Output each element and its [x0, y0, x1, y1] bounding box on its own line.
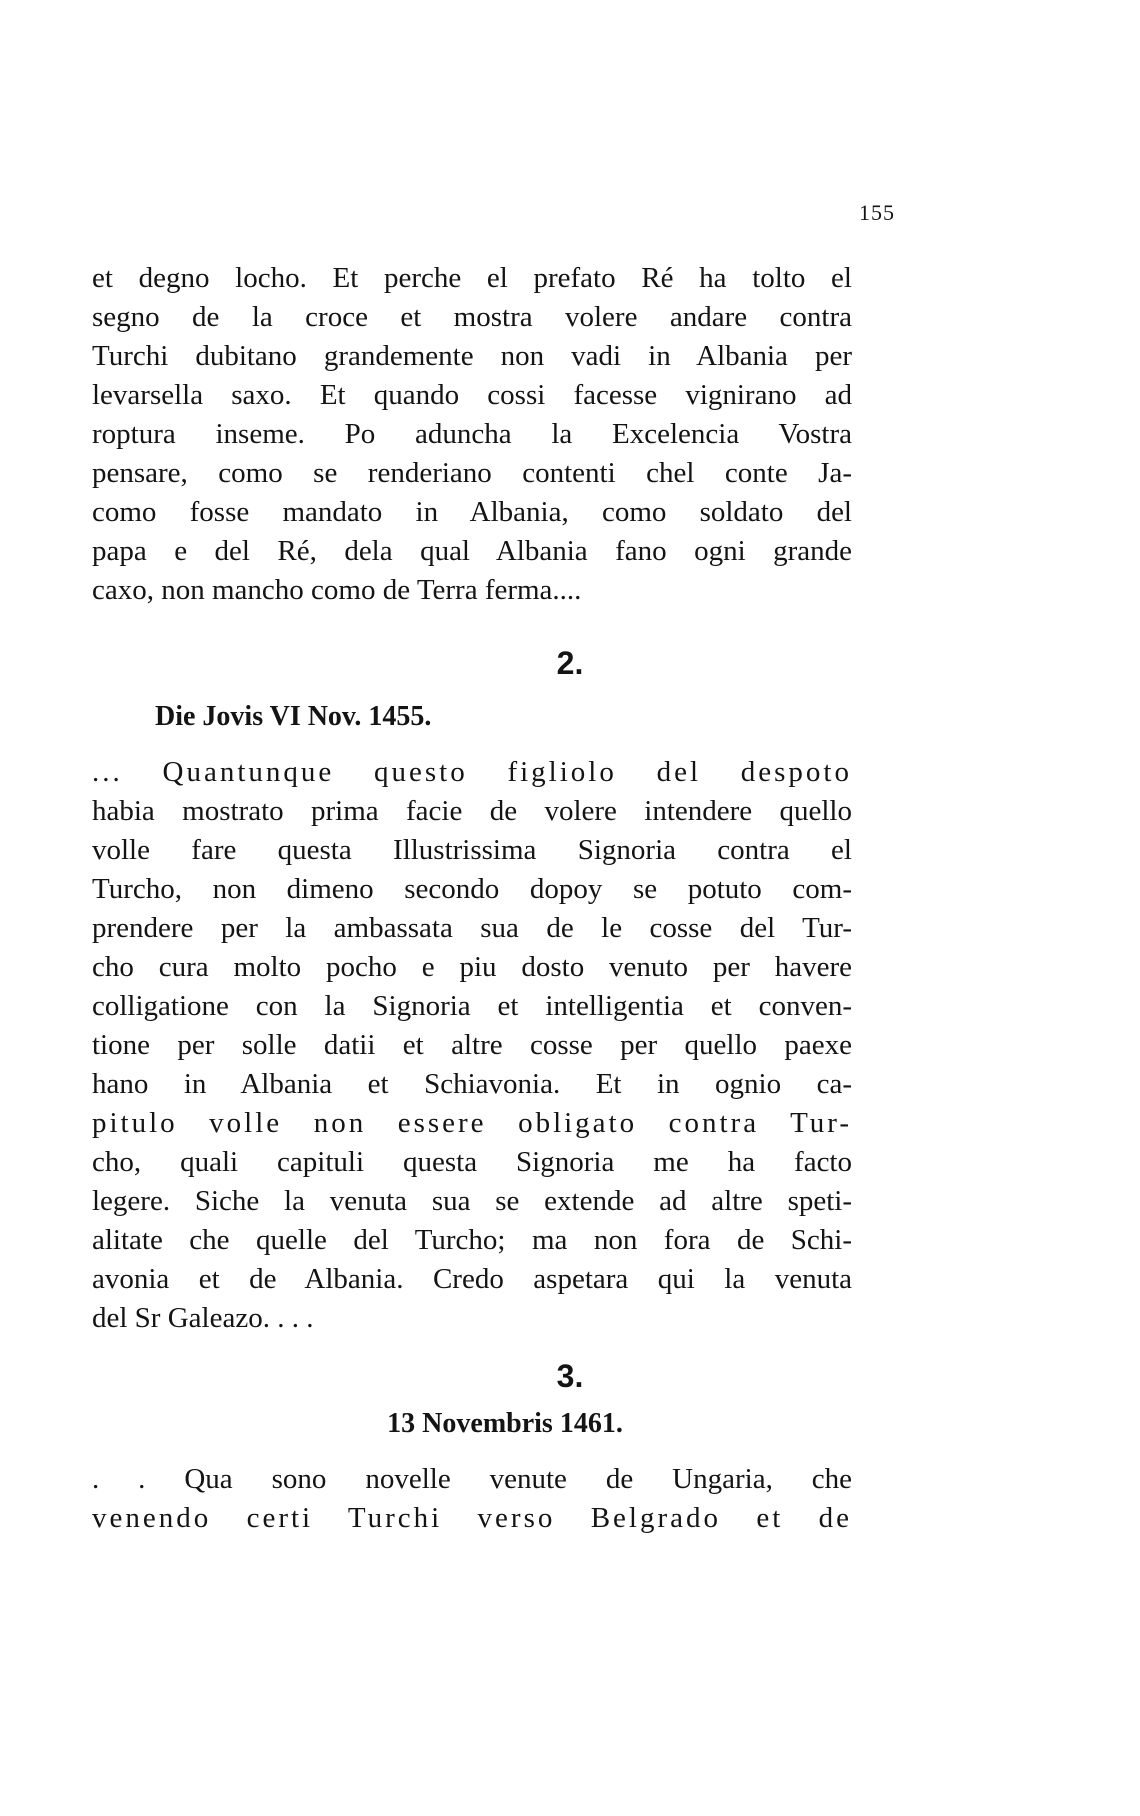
text-line: et degno locho. Et perche el prefato Ré ha tolto el: [92, 262, 852, 294]
text-line: prendere per la ambassata sua de le cosse del Tur-: [92, 912, 852, 944]
text-line: levarsella saxo. Et quando cossi facesse vignirano ad: [92, 379, 852, 411]
section-2-number: 2.: [556, 645, 584, 681]
text-line: volle fare questa Illustrissima Signoria contra el: [92, 834, 852, 866]
text-line: ... Quantunque questo figliolo del despoto: [92, 756, 852, 788]
text-line: venendo certi Turchi verso Belgrado et de: [92, 1502, 852, 1534]
section-3-date: 13 Novembris 1461.: [387, 1408, 623, 1439]
page-number: 155: [859, 200, 895, 225]
section-2-text: [92, 753, 852, 1338]
text-line: cho cura molto pocho e piu dosto venuto per havere: [92, 951, 852, 983]
text-line: pitulo volle non essere obligato contra Tur-: [92, 1107, 852, 1139]
text-line: del Sr Galeazo. . . .: [92, 1302, 314, 1334]
text-line: cho, quali capituli questa Signoria me ha facto: [92, 1146, 852, 1178]
section-3-number: 3.: [556, 1358, 584, 1394]
text-line: pensare, como se renderiano contenti chel conte Ja-: [92, 457, 852, 489]
text-line: segno de la croce et mostra volere andare contra: [92, 301, 852, 333]
section-1-text: [92, 259, 852, 610]
text-line: Turcho, non dimeno secondo dopoy se potuto com-: [92, 873, 852, 905]
text-line: alitate che quelle del Turcho; ma non fora de Schi-: [92, 1224, 852, 1256]
text-line: como fosse mandato in Albania, como soldato del: [92, 496, 852, 528]
text-line: caxo, non mancho como de Terra ferma....: [92, 574, 582, 606]
section-3-text: [92, 1460, 852, 1538]
text-line: colligatione con la Signoria et intelligentia et conven-: [92, 990, 852, 1022]
text-line: Turchi dubitano grandemente non vadi in Albania per: [92, 340, 852, 372]
text-line: hano in Albania et Schiavonia. Et in ognio ca-: [92, 1068, 852, 1100]
text-line: legere. Siche la venuta sua se extende ad altre speti-: [92, 1185, 852, 1217]
section-2-date: Die Jovis VI Nov. 1455.: [155, 701, 432, 732]
text-line: . . Qua sono novelle venute de Ungaria, che: [92, 1463, 852, 1495]
text-line: roptura inseme. Po aduncha la Excelencia Vostra: [92, 418, 852, 450]
text-line: tione per solle datii et altre cosse per quello paexe: [92, 1029, 852, 1061]
text-line: habia mostrato prima facie de volere intendere quello: [92, 795, 852, 827]
text-line: papa e del Ré, dela qual Albania fano ogni grande: [92, 535, 852, 567]
text-line: avonia et de Albania. Credo aspetara qui la venuta: [92, 1263, 852, 1295]
